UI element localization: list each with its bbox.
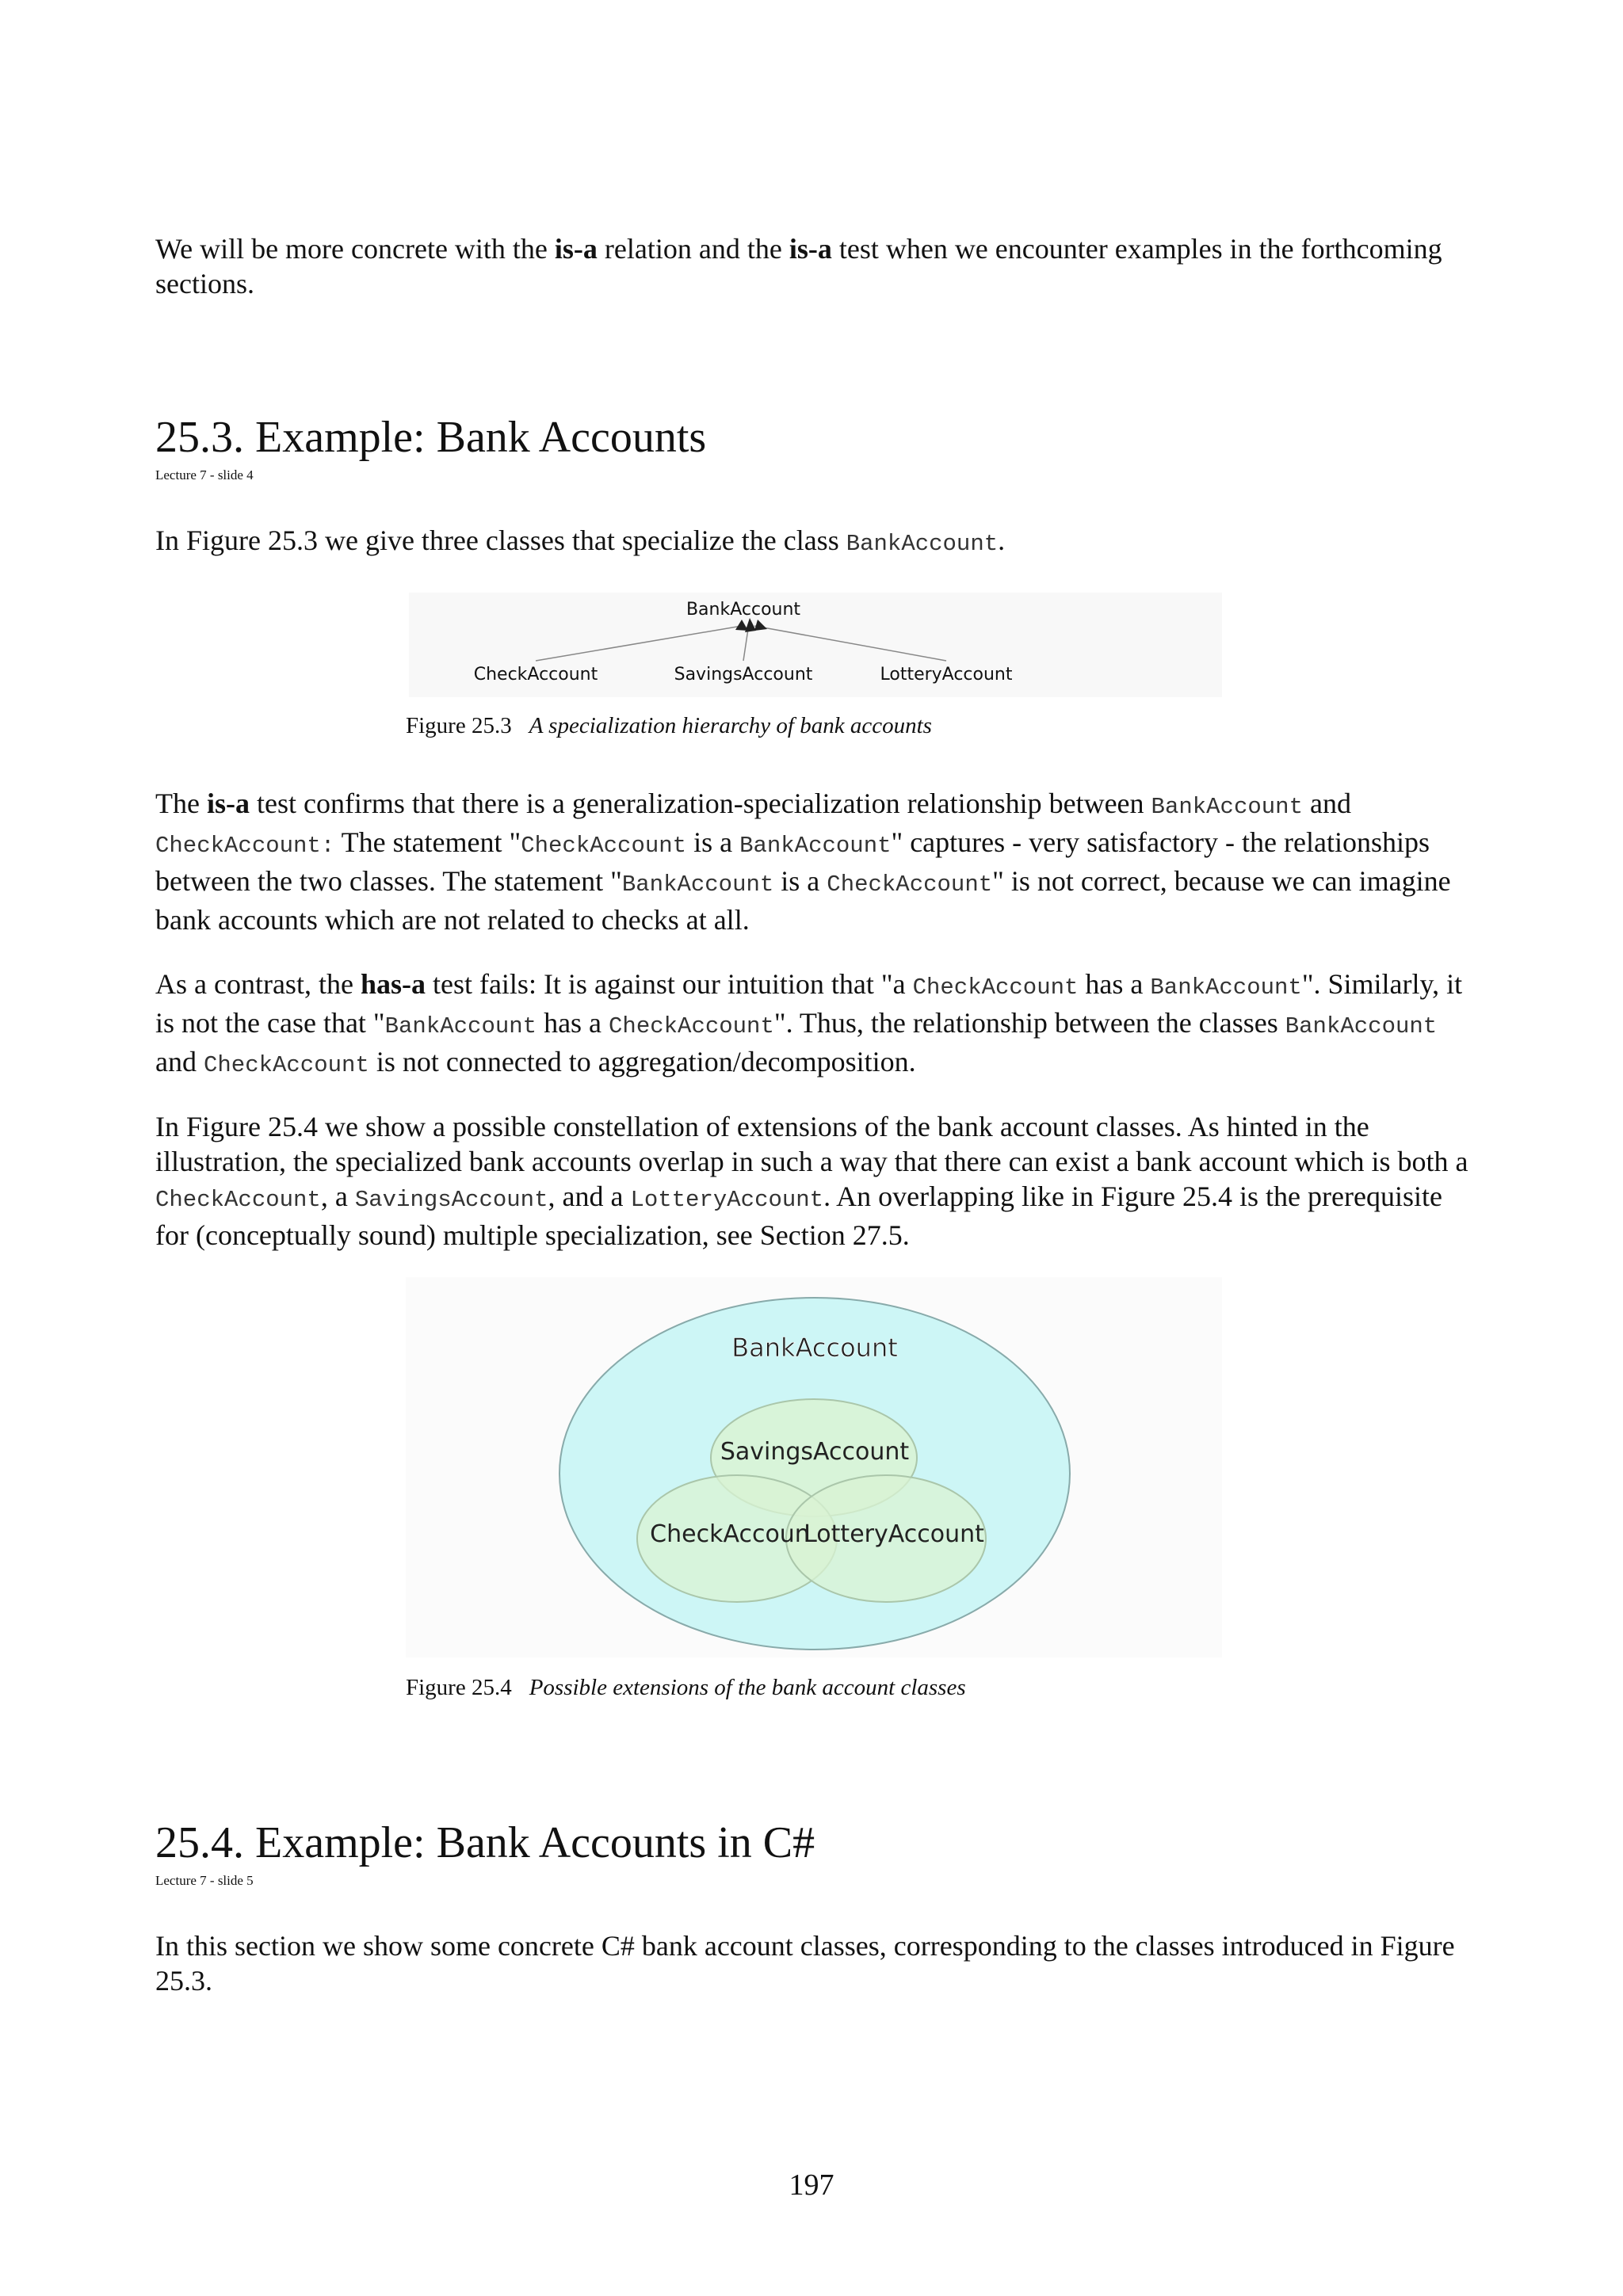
- caption-number: Figure 25.4: [406, 1675, 512, 1700]
- paragraph-is-a-test: [155, 786, 1479, 937]
- text-run: " captures - very satisfactory - the relationships between the two classes. The statement ": [155, 826, 1430, 897]
- class-node-savingsaccount: SavingsAccount: [674, 665, 813, 685]
- label-checkaccount: CheckAccoun: [650, 1520, 810, 1548]
- code-term: CheckAccount:: [155, 833, 335, 859]
- text-run: is a: [686, 826, 740, 858]
- text-run: In Figure 25.4 we show a possible constellation of extensions of the bank account classes. As hinted in the illustration, the specialized bank accounts overlap in such a way that there can exist a bank account which is both a: [155, 1111, 1468, 1177]
- code-term: CheckAccount: [827, 871, 993, 898]
- intro-paragraph: [155, 231, 1479, 301]
- text-run: ". Similarly, it is not the case that ": [155, 968, 1463, 1039]
- label-savingsaccount: SavingsAccount: [720, 1438, 910, 1466]
- text-run: ". Thus, the relationship between the classes: [773, 1007, 1285, 1039]
- bold-term: has-a: [360, 968, 426, 1000]
- paragraph-has-a-test: [155, 967, 1479, 1083]
- text-run: , a: [320, 1180, 355, 1212]
- bold-term: is-a: [789, 233, 832, 265]
- figure-25-4-caption: [406, 1673, 966, 1702]
- label-bankaccount: BankAccount: [731, 1333, 898, 1363]
- caption-text: A specialization hierarchy of bank accounts: [529, 713, 932, 738]
- text-run: test when we encounter examples in the forthcoming sections.: [155, 233, 1442, 299]
- text-run: has a: [537, 1007, 609, 1039]
- bold-term: is-a: [206, 788, 250, 819]
- bold-term: is-a: [554, 233, 598, 265]
- code-term: BankAccount: [1151, 794, 1303, 820]
- paragraph-figure-intro: [155, 523, 1479, 562]
- text-run: test fails: It is against our intuition that "a: [425, 968, 913, 1000]
- code-term: BankAccount: [384, 1013, 537, 1039]
- text-run: and: [1302, 788, 1351, 819]
- paragraph-csharp-intro: In this section we show some concrete C# bank account classes, corresponding to the classes introduced in Figure 25.3.: [155, 1930, 1455, 1997]
- code-term: CheckAccount: [155, 1187, 321, 1213]
- text-run: , and a: [548, 1180, 631, 1212]
- code-term: CheckAccount: [203, 1052, 369, 1078]
- text-run: is a: [773, 865, 827, 897]
- class-node-checkaccount: CheckAccount: [473, 665, 598, 685]
- section-heading-25-4: 25.4. Example: Bank Accounts in C#: [155, 1818, 815, 1867]
- code-term: SavingsAccount: [354, 1187, 548, 1213]
- paragraph-overlap: [155, 1109, 1479, 1253]
- code-term: CheckAccount: [521, 833, 687, 859]
- code-term: CheckAccount: [912, 974, 1079, 1001]
- text-run: In Figure 25.3 we give three classes that specialize the class: [155, 524, 846, 556]
- slide-reference: Lecture 7 - slide 4: [155, 467, 254, 482]
- code-term: BankAccount: [739, 833, 892, 859]
- code-term: BankAccount: [846, 531, 999, 557]
- figure-25-4-venn-diagram: [406, 1277, 1222, 1657]
- class-node-bankaccount: BankAccount: [685, 600, 801, 620]
- caption-text: Possible extensions of the bank account classes: [529, 1675, 966, 1700]
- figure-25-3-hierarchy-diagram: [409, 593, 1222, 697]
- label-lotteryaccount: LotteryAccount: [804, 1520, 984, 1548]
- class-node-lotteryaccount: LotteryAccount: [880, 665, 1013, 685]
- code-term: LotteryAccount: [630, 1187, 824, 1213]
- text-run: is not connected to aggregation/decomposition.: [369, 1046, 916, 1077]
- caption-number: Figure 25.3: [406, 713, 512, 738]
- text-run: .: [998, 524, 1006, 556]
- code-term: BankAccount: [1150, 974, 1302, 1001]
- page-number: 197: [789, 2168, 834, 2202]
- code-term: BankAccount: [1285, 1013, 1438, 1039]
- section-heading-25-3: 25.3. Example: Bank Accounts: [155, 413, 707, 462]
- text-run: The statement ": [334, 826, 521, 858]
- text-run: We will be more concrete with the: [155, 233, 555, 265]
- code-term: BankAccount: [621, 871, 774, 898]
- text-run: has a: [1078, 968, 1151, 1000]
- text-run: . An overlapping like in Figure 25.4 is the prerequisite for (conceptually sound) multiple specialization, see Section 27.5.: [155, 1180, 1442, 1251]
- code-term: CheckAccount: [609, 1013, 774, 1039]
- text-run: As a contrast, the: [155, 968, 361, 1000]
- text-run: relation and the: [597, 233, 789, 265]
- figure-25-3-caption: [406, 711, 932, 740]
- text-run: " is not correct, because we can imagine bank accounts which are not related to checks at all.: [155, 865, 1451, 936]
- text-run: The: [155, 788, 207, 819]
- text-run: test confirms that there is a generalization-specialization relationship between: [249, 788, 1151, 819]
- text-run: and: [155, 1046, 204, 1077]
- slide-reference: Lecture 7 - slide 5: [155, 1873, 254, 1888]
